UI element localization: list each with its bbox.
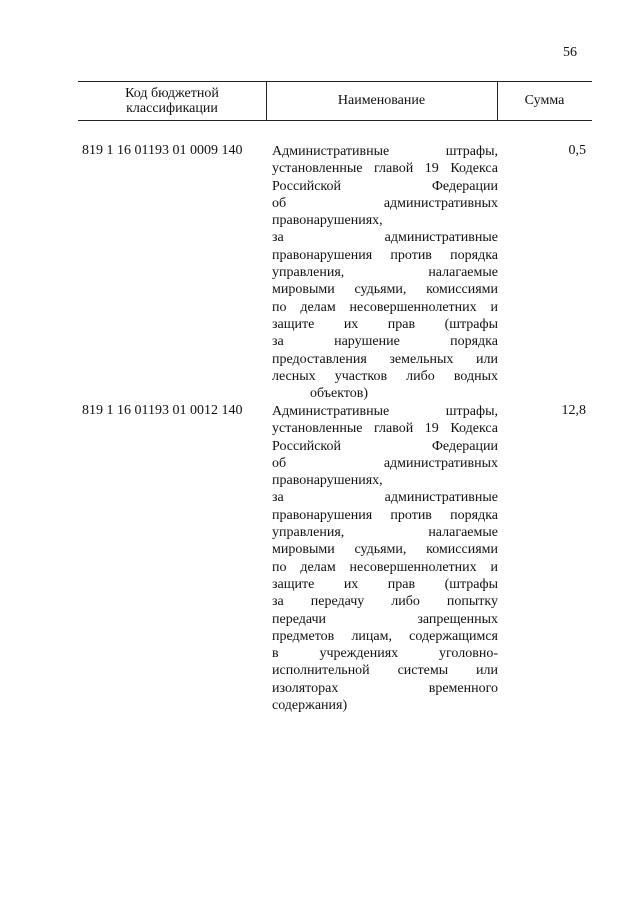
description-line: передачи запрещенных bbox=[272, 611, 498, 627]
description-line: защите их прав (штрафы bbox=[272, 576, 498, 592]
description-line: предметов лицам, содержащимся bbox=[272, 628, 498, 644]
description-line: изоляторах временного bbox=[272, 680, 498, 696]
budget-code: 819 1 16 01193 01 0009 140 bbox=[82, 143, 243, 158]
header-bottom-rule bbox=[78, 120, 592, 121]
row-description bbox=[272, 403, 498, 714]
description-line: Административные штрафы, bbox=[272, 404, 498, 419]
amount-value: 0,5 bbox=[568, 143, 586, 158]
description-line: по делам несовершеннолетних и bbox=[272, 299, 498, 315]
description-line: за административные bbox=[272, 490, 498, 506]
description-line: установленные главой 19 Кодекса bbox=[272, 161, 498, 177]
description-line: об административных bbox=[272, 455, 498, 471]
description-line: за передачу либо попытку bbox=[272, 594, 498, 610]
header-code bbox=[78, 81, 266, 120]
description-line: правонарушениях, bbox=[272, 473, 383, 489]
description-line: объектов) bbox=[310, 386, 369, 402]
description-line: Административные штрафы, bbox=[272, 144, 498, 159]
amount-value: 12,8 bbox=[561, 403, 586, 418]
description-line: лесных участков либо водных bbox=[272, 368, 498, 384]
description-line: управления, налагаемые bbox=[272, 265, 498, 281]
description-line: исполнительной системы или bbox=[272, 663, 498, 679]
description-line: правонарушениях, bbox=[272, 213, 383, 229]
description-line: правонарушения против порядка bbox=[272, 247, 498, 263]
description-line: содержания) bbox=[272, 698, 348, 714]
description-line: мировыми судьями, комиссиями bbox=[272, 282, 498, 298]
header-amount: Сумма bbox=[524, 93, 565, 108]
description-line: управления, налагаемые bbox=[272, 525, 498, 541]
page-number: 56 bbox=[563, 45, 577, 60]
description-line: за административные bbox=[272, 230, 498, 246]
header-name: Наименование bbox=[337, 93, 426, 108]
header-code-line1: Код бюджетной bbox=[125, 85, 219, 101]
budget-code: 819 1 16 01193 01 0012 140 bbox=[82, 403, 243, 418]
description-line: предоставления земельных или bbox=[272, 351, 498, 367]
description-line: правонарушения против порядка bbox=[272, 507, 498, 523]
description-line: об административных bbox=[272, 195, 498, 211]
description-line: за нарушение порядка bbox=[272, 334, 498, 350]
description-line: в учреждениях уголовно- bbox=[272, 646, 498, 662]
description-line: установленные главой 19 Кодекса bbox=[272, 421, 498, 437]
description-line: по делам несовершеннолетних и bbox=[272, 559, 498, 575]
row-description bbox=[272, 143, 498, 402]
description-line: Российской Федерации bbox=[272, 178, 498, 194]
header-code-line2: классификации bbox=[126, 100, 218, 116]
description-line: Российской Федерации bbox=[272, 438, 498, 454]
description-line: защите их прав (штрафы bbox=[272, 316, 498, 332]
description-line: мировыми судьями, комиссиями bbox=[272, 542, 498, 558]
